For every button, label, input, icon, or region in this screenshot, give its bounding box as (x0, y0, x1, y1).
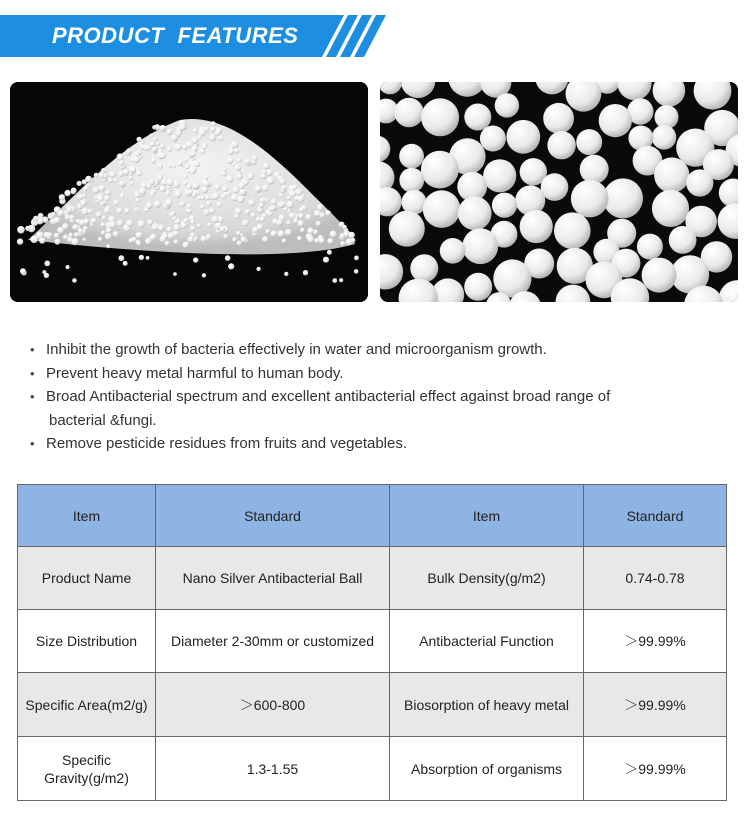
table-cell: Nano Silver Antibacterial Ball (156, 547, 390, 610)
table-cell: Bulk Density(g/m2) (390, 547, 584, 610)
product-photo-pile (10, 82, 368, 302)
table-cell: Absorption of organisms (390, 737, 584, 801)
feature-item: • Remove pesticide residues from fruits and vegetables. (30, 432, 710, 456)
table-header-row (18, 485, 727, 547)
table-cell: ＞99.99% (584, 610, 727, 673)
spec-table (17, 484, 727, 801)
feature-item: • Inhibit the growth of bacteria effectively in water and microorganism growth. (30, 338, 710, 362)
table-cell: ＞600-800 (156, 673, 390, 737)
feature-item: • Broad Antibacterial spectrum and excellent antibacterial effect against broad range of bacterial &fungi. (30, 385, 710, 432)
table-row (18, 610, 727, 673)
table-row (18, 737, 727, 801)
header-cell: Standard (584, 485, 727, 547)
table-cell: Specific Gravity(g/m2) (18, 737, 156, 801)
table-cell: Specific Area(m2/g) (18, 673, 156, 737)
header-cell: Standard (156, 485, 390, 547)
feature-item: • Prevent heavy metal harmful to human body. (30, 362, 710, 386)
banner-title: PRODUCT FEATURES (52, 23, 299, 48)
header-cell: Item (18, 485, 156, 547)
section-banner (0, 15, 390, 57)
table-cell: ＞99.99% (584, 673, 727, 737)
feature-list (30, 338, 710, 456)
table-row (18, 673, 727, 737)
header-cell: Item (390, 485, 584, 547)
table-cell: 0.74-0.78 (584, 547, 727, 610)
product-photo-closeup (380, 82, 738, 302)
table-row (18, 547, 727, 610)
table-cell: Size Distribution (18, 610, 156, 673)
table-cell: Antibacterial Function (390, 610, 584, 673)
table-cell: Diameter 2-30mm or customized (156, 610, 390, 673)
table-cell: Biosorption of heavy metal (390, 673, 584, 737)
table-cell: 1.3-1.55 (156, 737, 390, 801)
table-cell: ＞99.99% (584, 737, 727, 801)
table-cell: Product Name (18, 547, 156, 610)
